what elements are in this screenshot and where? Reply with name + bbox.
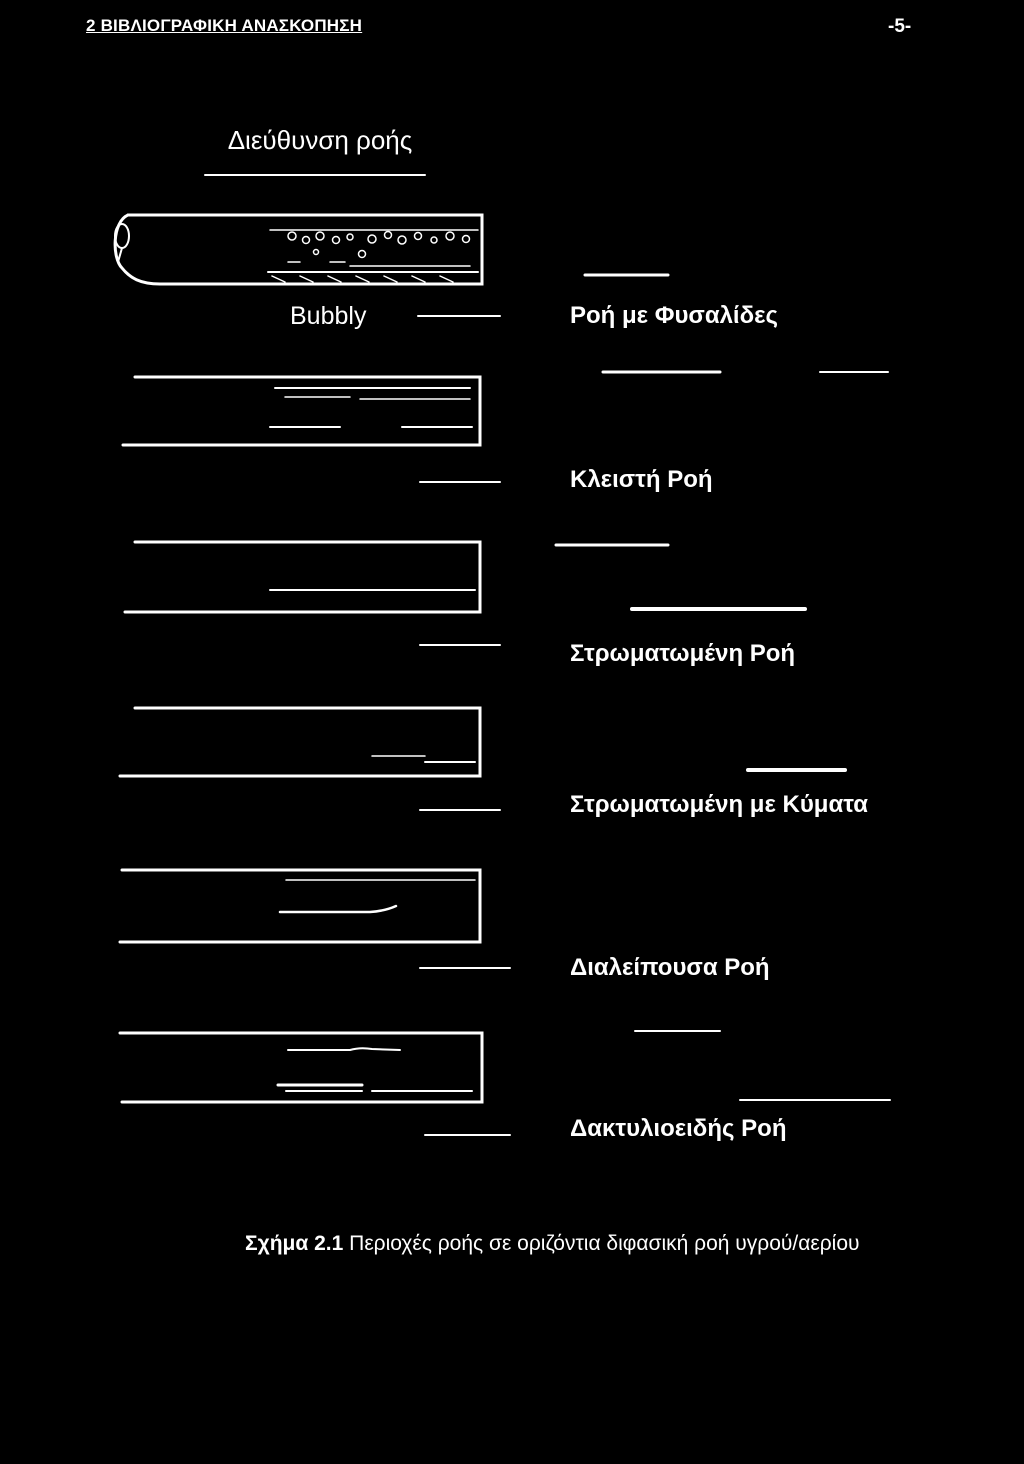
regime-label-bubble-flow: Ροή με Φυσαλίδες — [570, 302, 779, 329]
caption-label: Σχήμα 2.1 — [245, 1232, 344, 1255]
pipe-plug — [123, 377, 480, 445]
flow-direction-label: Διεύθυνση ροής — [227, 125, 413, 155]
pipe-intermittent — [120, 870, 480, 942]
page-number: -5- — [888, 16, 912, 37]
pipe-stratified-wavy — [120, 708, 480, 776]
regime-label-stratified-wavy-flow: Στρωματωμένη με Κύματα — [570, 791, 869, 818]
caption-text: Περιοχές ροής σε οριζόντια διφασική ροή υγρού/αερίου — [343, 1232, 860, 1255]
pipe-annular — [120, 1033, 482, 1102]
pipe-bubbly — [115, 215, 482, 284]
regime-label-intermittent-flow: Διαλείπουσα Ροή — [570, 954, 770, 981]
regime-label-plug-flow: Κλειστή Ροή — [570, 466, 713, 493]
regime-label-stratified-flow: Στρωματωμένη Ροή — [570, 640, 796, 667]
pipe-stratified — [125, 542, 480, 612]
regime-label-annular-flow: Δακτυλιοειδής Ροή — [570, 1115, 787, 1142]
section-title: 2 ΒΙΒΛΙΟΓΡΑΦΙΚΗ ΑΝΑΣΚΟΠΗΣΗ — [86, 16, 363, 35]
bubbly-label: Bubbly — [290, 302, 367, 330]
